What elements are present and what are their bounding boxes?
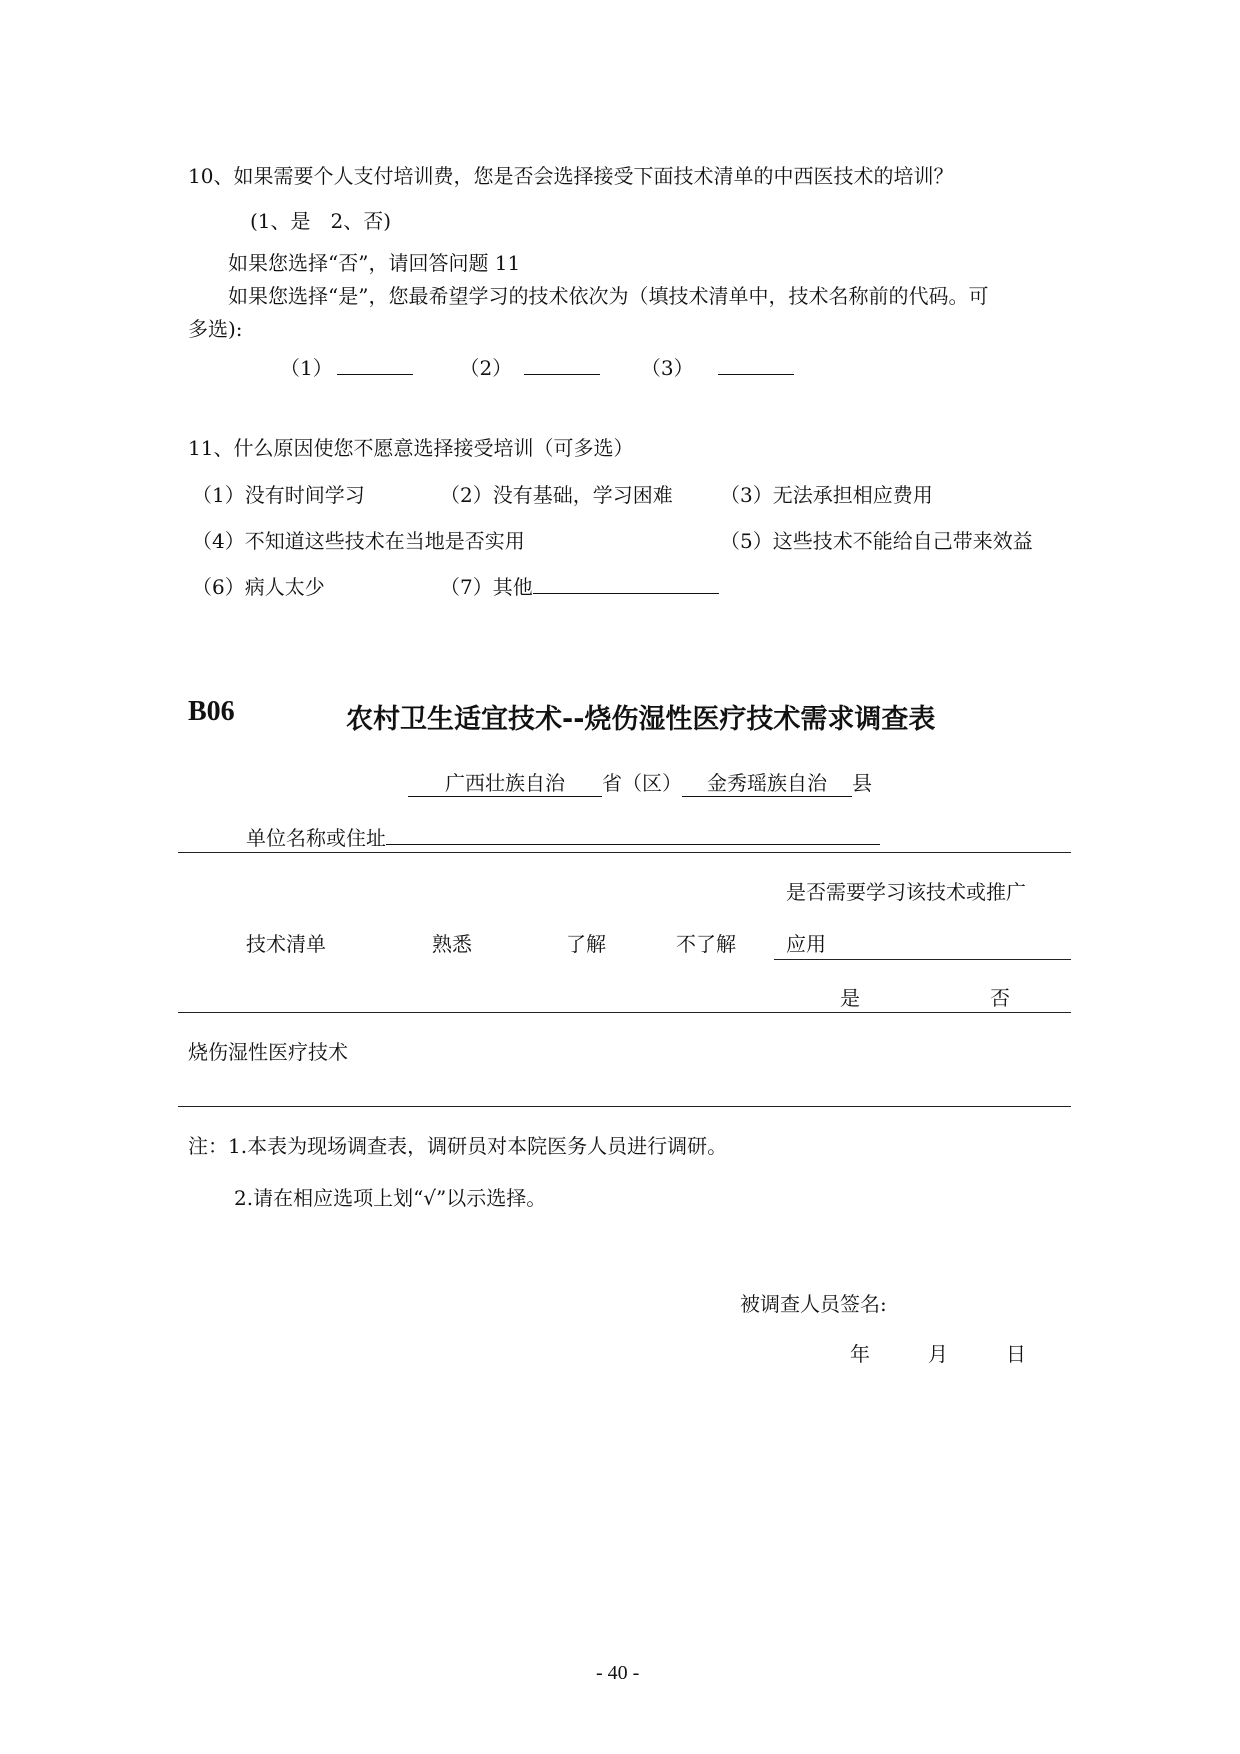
unit-row xyxy=(246,822,880,851)
q10-blank3-label: （3） xyxy=(640,356,694,380)
signature-day: 日 xyxy=(1006,1342,1026,1366)
unit-label: 单位名称或住址 xyxy=(246,826,386,850)
q10-blank2-line[interactable] xyxy=(524,352,600,375)
col-need-line1: 是否需要学习该技术或推广 xyxy=(786,880,1026,904)
q11-option-5: （5）这些技术不能给自己带来效益 xyxy=(720,529,1033,553)
q11-option-7-label: （7）其他 xyxy=(440,575,533,599)
q11-option-4: （4）不知道这些技术在当地是否实用 xyxy=(192,529,525,553)
q10-blank3-line[interactable] xyxy=(718,352,794,375)
col-need-line2: 应用 xyxy=(786,932,826,956)
section-title: 农村卫生适宜技术--烧伤湿性医疗技术需求调查表 xyxy=(346,704,936,735)
q11-option-7 xyxy=(440,571,719,600)
col-yes: 是 xyxy=(840,986,860,1010)
q11-option-1: （1）没有时间学习 xyxy=(192,483,365,507)
note-1: 注：1.本表为现场调查表，调研员对本院医务人员进行调研。 xyxy=(188,1134,728,1158)
q11-option-2: （2）没有基础，学习困难 xyxy=(440,483,673,507)
q11-question: 11、什么原因使您不愿意选择接受培训（可多选） xyxy=(188,436,634,460)
q10-options: (1、是 2、否) xyxy=(250,209,392,233)
col-familiar: 熟悉 xyxy=(432,932,472,956)
province-value: 广西壮族自治 xyxy=(408,767,602,797)
note-2: 2.请在相应选项上划“√”以示选择。 xyxy=(234,1186,547,1210)
table-bottom-rule xyxy=(178,1106,1071,1107)
q11-option-6: （6）病人太少 xyxy=(192,575,325,599)
q10-if-yes-line2: 多选): xyxy=(188,317,243,341)
page-number: - 40 - xyxy=(596,1662,640,1684)
q10-if-yes-line1: 如果您选择“是”，您最希望学习的技术依次为（填技术清单中，技术名称前的代码。可 xyxy=(228,284,989,308)
col-know: 了解 xyxy=(566,932,606,956)
table-row-1-label: 烧伤湿性医疗技术 xyxy=(188,1040,348,1064)
col-unknown: 不了解 xyxy=(676,932,736,956)
q11-option-3: （3）无法承担相应费用 xyxy=(720,483,933,507)
col-no: 否 xyxy=(990,986,1010,1010)
signature-label: 被调查人员签名: xyxy=(740,1292,887,1316)
q11-option-7-line[interactable] xyxy=(533,571,719,594)
table-top-rule xyxy=(178,852,1071,853)
q10-if-no: 如果您选择“否”，请回答问题 11 xyxy=(228,251,521,275)
col-tech: 技术清单 xyxy=(246,932,326,956)
q10-question: 10、如果需要个人支付培训费，您是否会选择接受下面技术清单的中西医技术的培训？ xyxy=(188,164,954,188)
section-code: B06 xyxy=(188,696,235,727)
signature-month: 月 xyxy=(928,1342,948,1366)
county-value: 金秀瑶族自治 xyxy=(682,767,852,797)
q10-blank1-label: （1） xyxy=(280,356,333,380)
unit-line[interactable] xyxy=(386,822,880,845)
table-header-rule xyxy=(178,1012,1071,1013)
province-label: 省（区） xyxy=(602,771,682,795)
signature-year: 年 xyxy=(850,1342,870,1366)
q10-blank1-line[interactable] xyxy=(337,352,413,375)
table-sub-rule xyxy=(774,959,1071,960)
q10-blank-row xyxy=(280,352,794,381)
county-label: 县 xyxy=(852,771,872,795)
location-line xyxy=(408,767,872,797)
q10-blank2-label: （2） xyxy=(459,356,513,380)
